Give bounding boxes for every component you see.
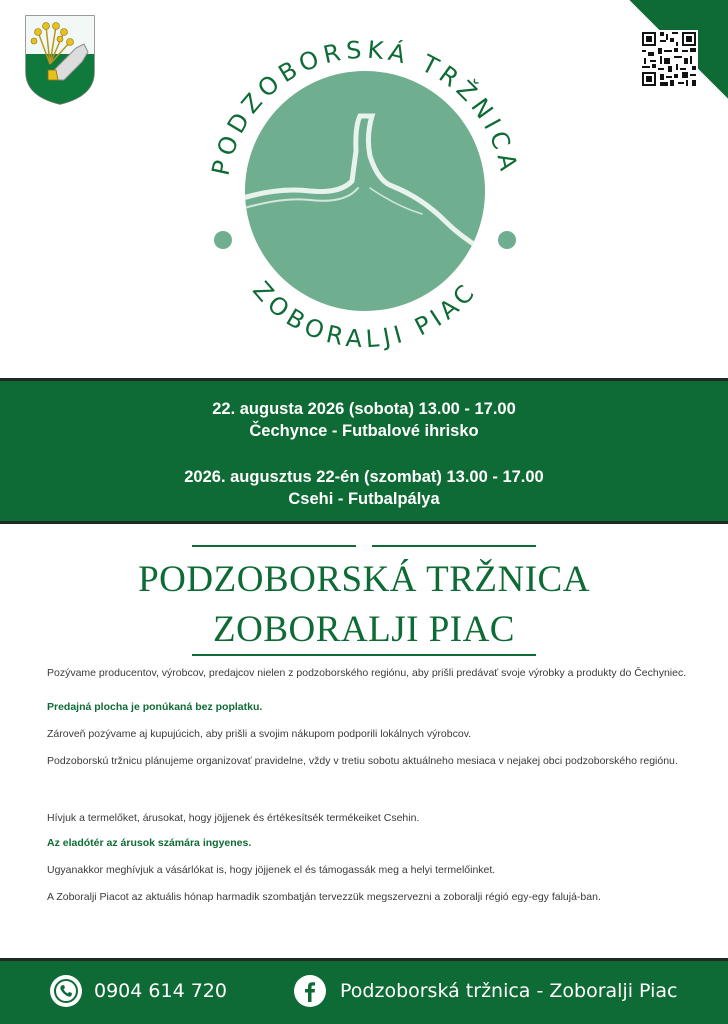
logo-dot-right bbox=[498, 231, 516, 249]
phone-icon bbox=[50, 975, 82, 1007]
event-date-sk: 22. augusta 2026 (sobota) 13.00 - 17.00 bbox=[212, 400, 516, 418]
heading-rule-bottom bbox=[192, 654, 536, 656]
event-info-band bbox=[0, 378, 728, 524]
event-place-hu: Csehi - Futbalpálya bbox=[288, 490, 440, 508]
paragraph-sk-schedule: Podzoborskú tržnicu plánujeme organizovať pravidelne, vždy v tretiu sobotu aktuálneho mesiaca v nejakej obci podzoborského regiónu. bbox=[47, 755, 678, 767]
logo-arc-bottom: ZOBORALJI PIAC bbox=[247, 276, 483, 354]
heading-line-2: ZOBORALJI PIAC bbox=[213, 609, 515, 650]
footer-phone[interactable]: 0904 614 720 bbox=[94, 980, 227, 1002]
footer-bar bbox=[0, 958, 728, 1024]
heading-rule-top-left bbox=[192, 545, 356, 547]
heading-line-1: PODZOBORSKÁ TRŽNICA bbox=[138, 559, 590, 600]
paragraph-hu-buyers: Ugyanakkor meghívjuk a vásárlókat is, hogy jöjjenek el és támogassák meg a helyi termelőinket. bbox=[47, 864, 496, 876]
paragraph-sk-invite: Pozývame producentov, výrobcov, predajcov nielen z podzoborského regiónu, aby prišli predávať svoje výrobky a produkty do Čechyniec. bbox=[47, 667, 687, 679]
paragraph-hu-free: Az eladótér az árusok számára ingyenes. bbox=[47, 837, 252, 849]
footer-facebook[interactable]: Podzoborská tržnica - Zoboralji Piac bbox=[340, 980, 678, 1002]
paragraph-hu-invite: Hívjuk a termelőket, árusokat, hogy jöjjenek és értékesítsék termékeiket Csehin. bbox=[47, 812, 420, 824]
paragraph-hu-schedule: A Zoboralji Piacot az aktuális hónap harmadik szombatján tervezzük megszervezni a zoboralji régió egy-egy falujá-ban. bbox=[47, 891, 601, 903]
logo-dot-left bbox=[214, 231, 232, 249]
logo-arc-top: PODZOBORSKÁ TRŽNICA bbox=[206, 35, 524, 178]
qr-code-icon bbox=[640, 30, 698, 88]
event-date-hu: 2026. augusztus 22-én (szombat) 13.00 - 17.00 bbox=[184, 468, 544, 486]
paragraph-sk-buyers: Zároveň pozývame aj kupujúcich, aby prišli a svojim nákupom podporili lokálnych výrobcov. bbox=[47, 728, 472, 740]
event-place-sk: Čechynce - Futbalové ihrisko bbox=[249, 422, 479, 440]
coat-of-arms-icon bbox=[24, 14, 96, 106]
facebook-icon bbox=[294, 975, 326, 1007]
heading-rule-top-right bbox=[372, 545, 536, 547]
paragraph-sk-free: Predajná plocha je ponúkaná bez poplatku. bbox=[47, 701, 263, 713]
market-logo bbox=[160, 16, 570, 356]
